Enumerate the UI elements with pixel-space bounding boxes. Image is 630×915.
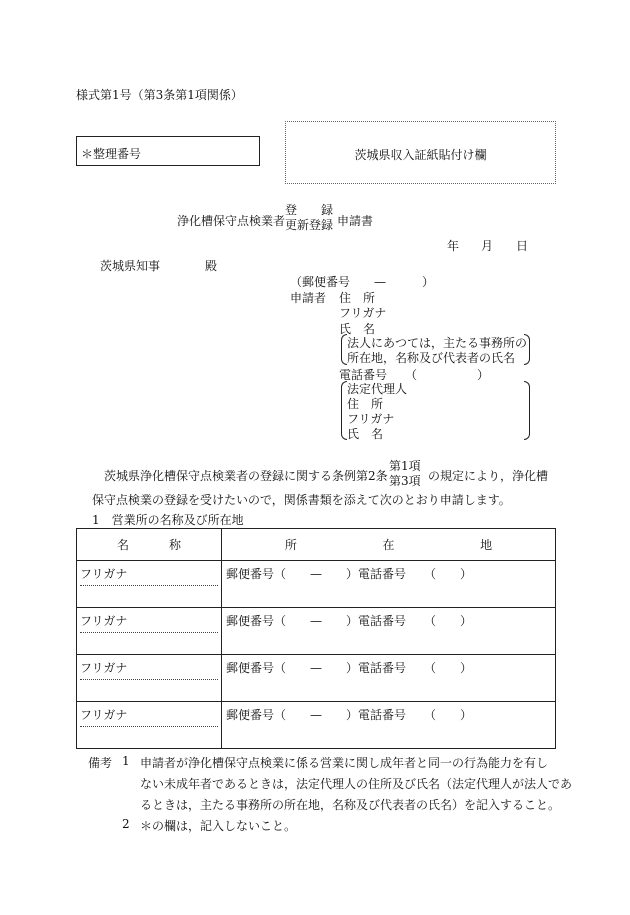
stamp-area — [285, 121, 556, 184]
furigana-label: フリガナ — [80, 659, 218, 680]
notes-label: 備考 — [88, 756, 113, 770]
agent-label: 法定代理人 — [347, 382, 408, 396]
addressee-name: 茨城県知事 — [100, 259, 161, 273]
office-name-cell[interactable] — [77, 655, 222, 702]
applicant-furigana-label: フリガナ — [339, 306, 387, 320]
body-line2: 保守点検業の登録を受けたいので，関係書類を添えて次のとおり申請します。 — [92, 493, 511, 507]
note2-number: 2 — [122, 817, 130, 831]
note1-line1: 申請者が浄化槽保守点検業に係る営業に関し成年者と同一の行為能力を有し — [140, 756, 549, 770]
office-location-cell[interactable] — [222, 655, 556, 702]
date-month: 月 — [481, 239, 494, 253]
title-option-renew: 更新登録 — [285, 218, 334, 232]
body-article-options — [389, 459, 421, 489]
agent-brace-right — [524, 381, 530, 440]
corp-note-line1: 法人にあつては，主たる事務所の — [347, 336, 528, 350]
office-name-cell[interactable] — [77, 702, 222, 749]
header-location-char3: 地 — [480, 538, 493, 552]
table-header-row — [77, 529, 556, 561]
section1-title: 1 営業所の名称及び所在地 — [92, 513, 244, 527]
note1-line2: ない未成年者であるときは，法定代理人の住所及び氏名（法定代理人が法人であ — [140, 777, 573, 791]
table-row — [77, 608, 556, 655]
agent-name-label: 氏 名 — [347, 427, 384, 441]
date-year: 年 — [447, 239, 460, 253]
body-line1-before: 茨城県浄化槽保守点検業者の登録に関する条例第2条 — [104, 469, 388, 483]
note2-line1: ＊の欄は，記入しないこと。 — [140, 819, 297, 833]
applicant-name-label: 氏 名 — [339, 322, 376, 336]
postal-phone-label: 郵便番号（ — ）電話番号 （ ） — [226, 614, 473, 628]
title-options — [285, 203, 333, 233]
applicant-address-label: 住 所 — [339, 291, 376, 305]
applicant-postal: （郵便番号 — ） — [290, 275, 435, 289]
furigana-label: フリガナ — [80, 706, 218, 727]
table-row — [77, 655, 556, 702]
office-location-cell[interactable] — [222, 702, 556, 749]
note1-number: 1 — [122, 754, 130, 768]
applicant-label: 申請者 — [290, 291, 327, 305]
furigana-label: フリガナ — [80, 565, 218, 586]
table-row — [77, 702, 556, 749]
date-day: 日 — [516, 239, 529, 253]
furigana-label: フリガナ — [80, 612, 218, 633]
office-name-cell[interactable] — [77, 608, 222, 655]
header-location — [222, 529, 556, 561]
title-suffix: 申請書 — [337, 214, 374, 228]
body-line1-after: の規定により，浄化槽 — [428, 469, 549, 483]
office-location-cell[interactable] — [222, 561, 556, 608]
agent-furigana-label: フリガナ — [347, 412, 395, 426]
article-option-3: 第3項 — [389, 474, 421, 488]
form-number: 様式第1号（第3条第1項関係） — [76, 88, 243, 102]
seiri-label: ＊整理番号 — [81, 147, 142, 161]
header-name — [77, 529, 222, 561]
office-location-cell[interactable] — [222, 608, 556, 655]
title-option-register: 登 録 — [285, 203, 334, 217]
stamp-label: 茨城県収入証紙貼付け欄 — [354, 148, 487, 162]
postal-phone-label: 郵便番号（ — ）電話番号 （ ） — [226, 661, 473, 675]
note1-line3: るときは，主たる事務所の所在地，名称及び代表者の氏名）を記入すること。 — [140, 798, 561, 812]
office-name-cell[interactable] — [77, 561, 222, 608]
title-prefix: 浄化槽保守点検業者 — [177, 214, 286, 228]
header-name-char1: 名 — [116, 538, 129, 552]
table-row — [77, 561, 556, 608]
postal-phone-label: 郵便番号（ — ）電話番号 （ ） — [226, 567, 473, 581]
seiri-number-box[interactable] — [76, 136, 260, 166]
header-location-char2: 在 — [382, 538, 395, 552]
header-name-char2: 称 — [168, 538, 181, 552]
agent-address-label: 住 所 — [347, 397, 384, 411]
offices-table — [76, 528, 556, 749]
article-option-1: 第1項 — [389, 459, 421, 473]
header-location-char1: 所 — [284, 538, 297, 552]
addressee-honorific: 殿 — [205, 259, 218, 273]
applicant-phone: 電話番号 （ ） — [339, 368, 490, 382]
corp-note-line2: 所在地，名称及び代表者の氏名 — [347, 351, 516, 365]
postal-phone-label: 郵便番号（ — ）電話番号 （ ） — [226, 708, 473, 722]
